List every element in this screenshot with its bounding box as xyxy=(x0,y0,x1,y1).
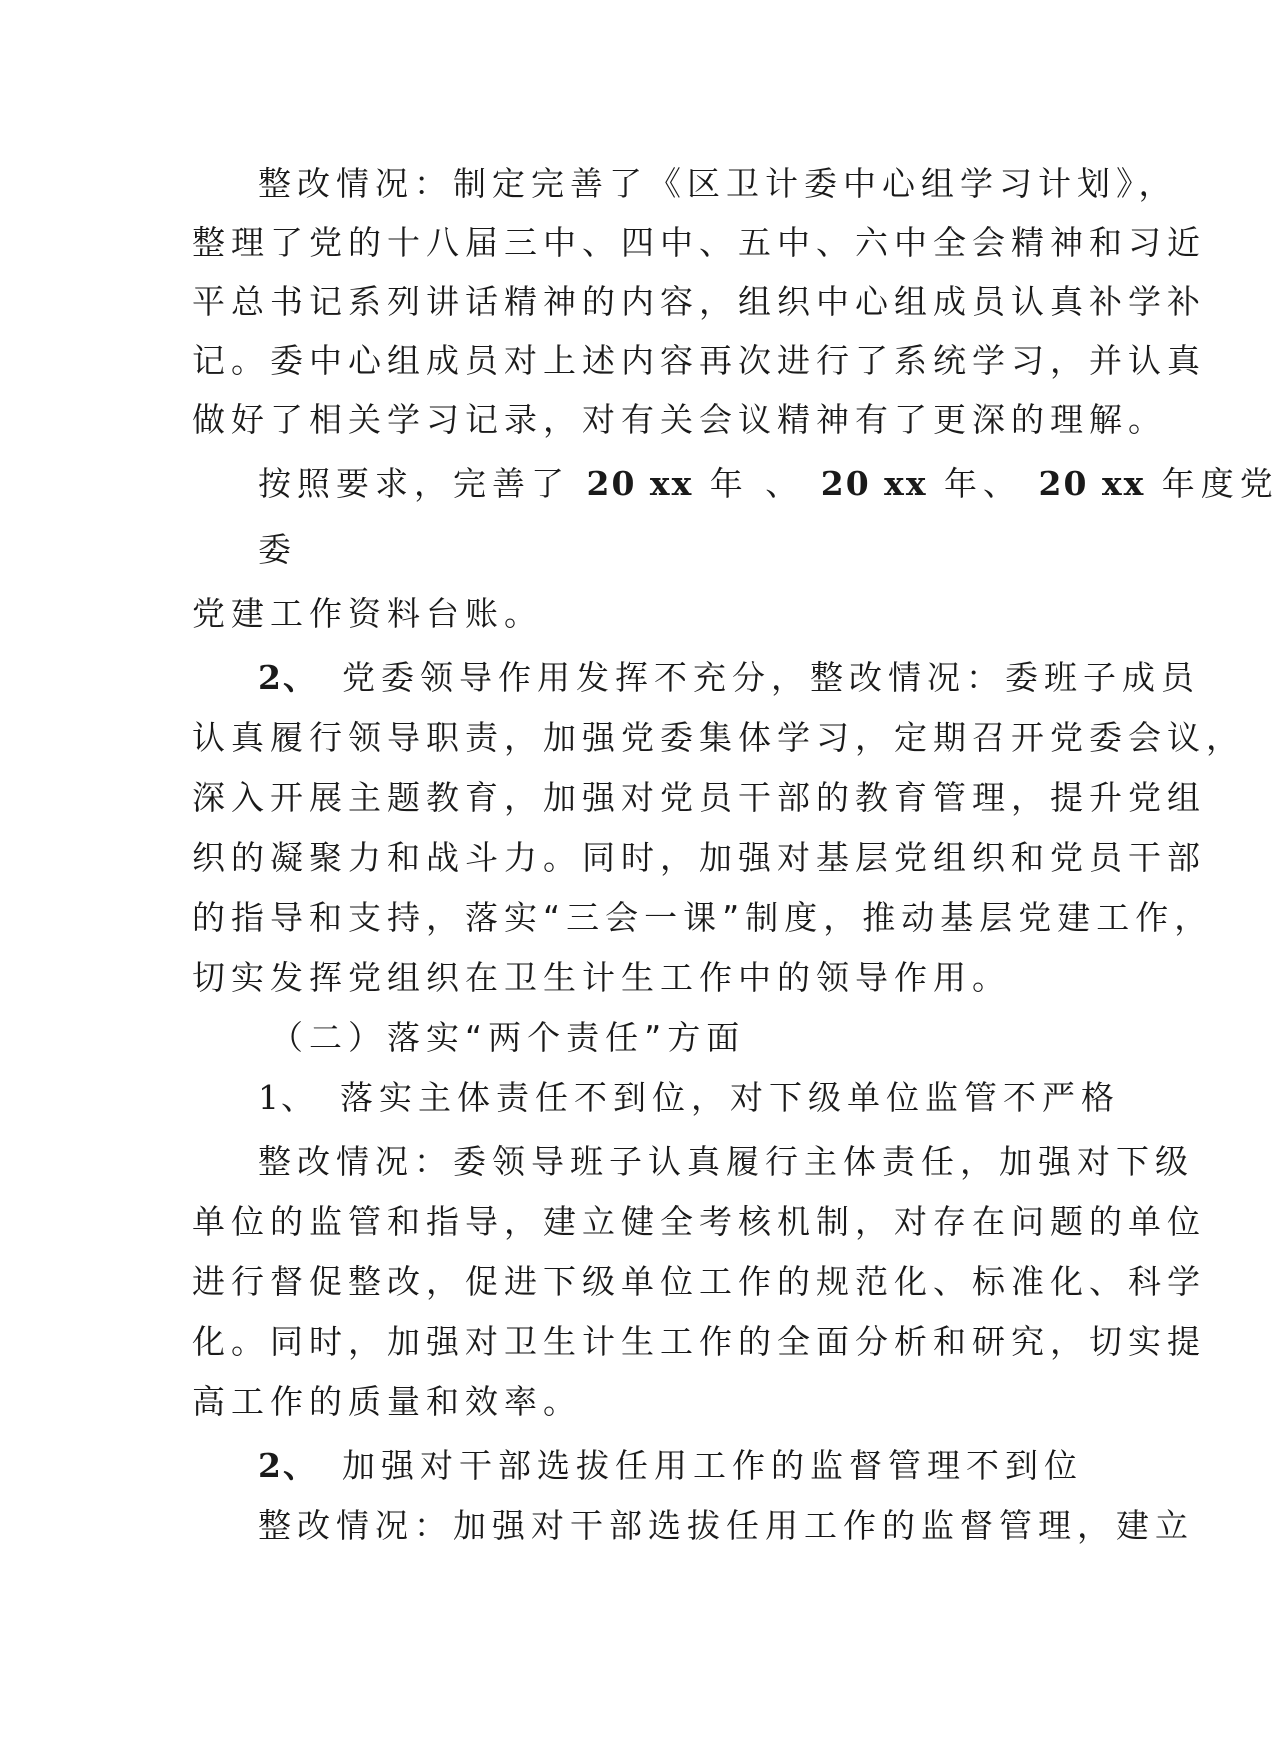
paragraph-line: 化。同时，加强对卫生计生工作的全面分析和研究，切实提 xyxy=(192,1322,1206,1361)
paragraph-line: 平总书记系列讲话精神的内容，组织中心组成员认真补学补 xyxy=(192,282,1206,321)
item-number: 2、 xyxy=(258,658,318,697)
paragraph-line: 深入开展主题教育，加强对党员干部的教育管理，提升党组 xyxy=(192,778,1206,817)
year-value: 20 xx xyxy=(1038,464,1146,503)
item-text: 落实主体责任不到位，对下级单位监管不严格 xyxy=(340,1078,1120,1117)
list-item-heading xyxy=(258,1444,1083,1488)
paragraph-line: 认真履行领导职责，加强党委集体学习，定期召开党委会议， xyxy=(192,718,1245,757)
text-span: 年度党 xyxy=(1161,464,1279,503)
paragraph-line: 记。委中心组成员对上述内容再次进行了系统学习，并认真 xyxy=(192,341,1206,380)
year-value: 20 xx xyxy=(820,464,928,503)
paragraph-line: 整理了党的十八届三中、四中、五中、六中全会精神和习近 xyxy=(192,223,1206,262)
paragraph-line: 织的凝聚力和战斗力。同时，加强对基层党组织和党员干部 xyxy=(192,838,1206,877)
paragraph-line: 做好了相关学习记录，对有关会议精神有了更深的理解。 xyxy=(192,400,1167,439)
paragraph-line: 党建工作资料台账。 xyxy=(192,594,543,633)
paragraph-line: 切实发挥党组织在卫生计生工作中的领导作用。 xyxy=(192,958,1011,997)
text-span: 年 、 xyxy=(709,464,805,503)
item-number: 1、 xyxy=(258,1078,316,1117)
item-text: 加强对干部选拔任用工作的监督管理不到位 xyxy=(341,1446,1083,1485)
text-span: 按照要求，完善了 xyxy=(258,464,570,503)
text-span: 年、 xyxy=(944,464,1023,503)
paragraph-line: 进行督促整改，促进下级单位工作的规范化、标准化、科学 xyxy=(192,1262,1206,1301)
item-text: 党委领导作用发挥不充分，整改情况：委班子成员 xyxy=(341,658,1200,697)
paragraph-line: 的指导和支持，落实“三会一课”制度，推动基层党建工作， xyxy=(192,898,1214,937)
paragraph-line: 整改情况：加强对干部选拔任用工作的监督管理，建立 xyxy=(258,1506,1194,1545)
paragraph-line-years xyxy=(258,462,1279,506)
item-number: 2、 xyxy=(258,1446,318,1485)
list-item-heading xyxy=(258,656,1200,700)
year-value: 20 xx xyxy=(586,464,694,503)
paragraph-line: 高工作的质量和效率。 xyxy=(192,1382,582,1421)
paragraph-line: 委 xyxy=(258,530,297,569)
list-item-heading xyxy=(258,1076,1120,1120)
paragraph-line: 单位的监管和指导，建立健全考核机制，对存在问题的单位 xyxy=(192,1202,1206,1241)
paragraph-line: 整改情况：制定完善了《区卫计委中心组学习计划》， xyxy=(258,164,1178,203)
paragraph-line: 整改情况：委领导班子认真履行主体责任，加强对下级 xyxy=(258,1142,1194,1181)
section-heading: （二）落实“两个责任”方面 xyxy=(270,1018,746,1057)
